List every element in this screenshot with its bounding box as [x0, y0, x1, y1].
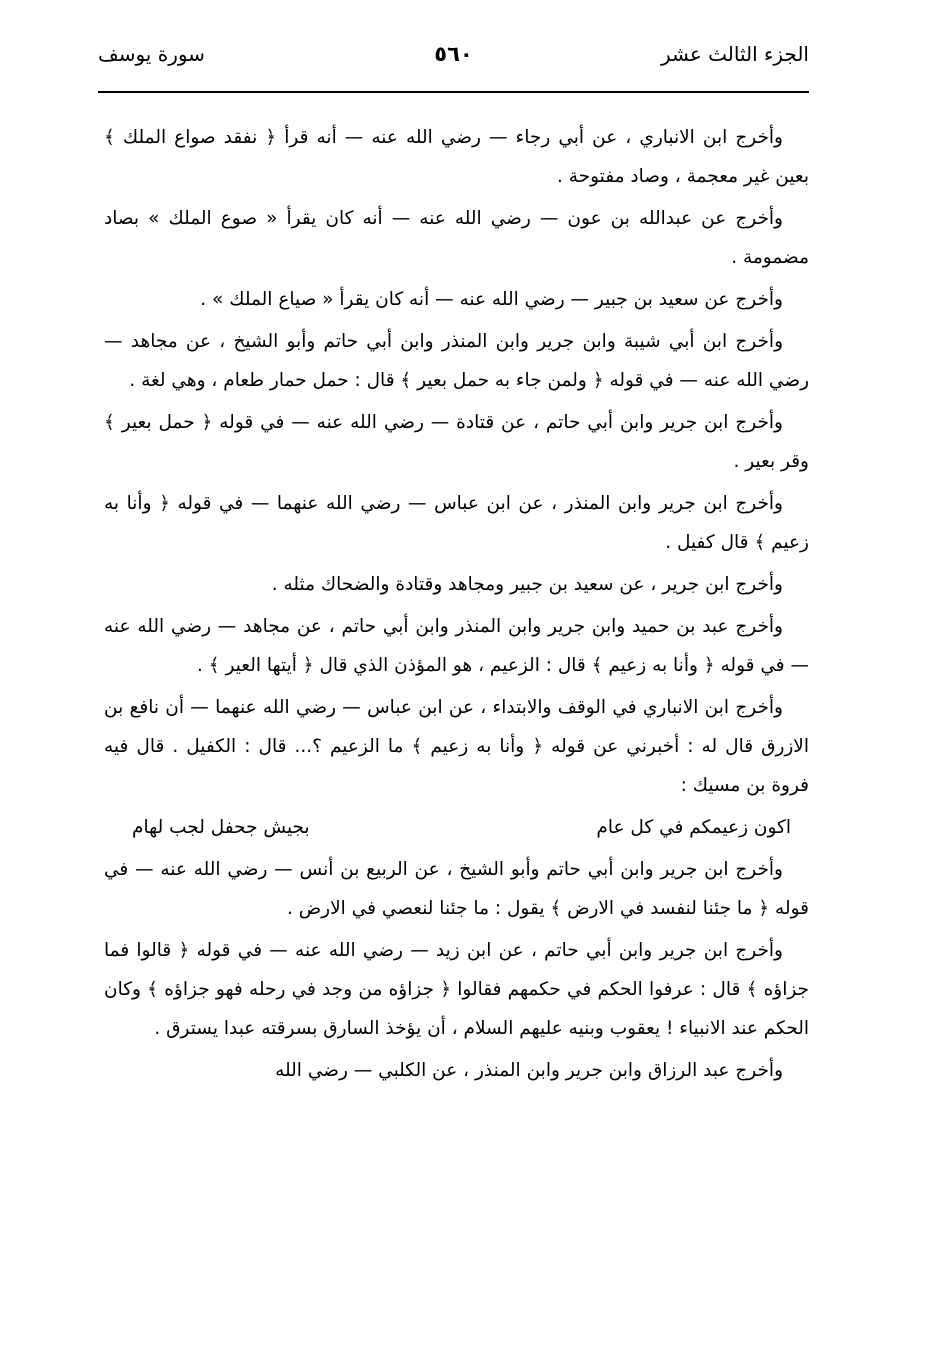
page-number: ٥٦٠	[434, 42, 473, 66]
paragraph: وأخرج عن عبدالله بن عون — رضي الله عنه — أنه كان يقرأ « صوع الملك » بصاد مضمومة .	[104, 208, 809, 268]
paragraph: وأخرج عبد بن حميد وابن جرير وابن المنذر وابن أبي حاتم ، عن مجاهد — رضي الله عنه — في قوله ﴿ وأنا به زعيم ﴾ قال : الزعيم ، هو المؤذن الذي قال ﴿ أيتها العير ﴾ .	[104, 616, 809, 676]
running-head-part: الجزء الثالث عشر	[660, 42, 809, 66]
paragraph: وأخرج ابن جرير وابن أبي حاتم ، عن ابن زيد — رضي الله عنه — في قوله ﴿ قالوا فما جزاؤه ﴾ قال : عرفوا الحكم في حكمهم فقالوا ﴿ جزاؤه من وجد في رحله فهو جزاؤه ﴾ وكان الحكم عند الانبياء ! يعقوب وبنيه عليهم السلام ، أن يؤخذ السارق بسرقته عبدا يسترق .	[104, 940, 809, 1039]
verse-second-hemistich: بجيش جحفل لجب لهام	[132, 817, 310, 838]
header-rule	[98, 91, 809, 93]
poetry-verse	[104, 808, 809, 847]
paragraph: وأخرج عن سعيد بن جبير — رضي الله عنه — أنه كان يقرأ « صياع الملك » .	[200, 289, 783, 310]
paragraph: وأخرج ابن أبي شيبة وابن جرير وابن المنذر وابن أبي حاتم وأبو الشيخ ، عن مجاهد — رضي الله عنه — في قوله ﴿ ولمن جاء به حمل بعير ﴾ قال : حمل حمار طعام ، وهي لغة .	[104, 331, 809, 391]
paragraph: وأخرج ابن جرير وابن أبي حاتم وأبو الشيخ ، عن الربيع بن أنس — رضي الله عنه — في قوله ﴿ ما جئنا لنفسد في الارض ﴾ يقول : ما جئنا لنعصي في الارض .	[104, 859, 809, 919]
paragraph: وأخرج ابن الانباري في الوقف والابتداء ، عن ابن عباس — رضي الله عنهما — أن نافع بن الازرق قال له : أخبرني عن قوله ﴿ وأنا به زعيم ﴾ ما الزعيم ؟... قال : الكفيل . قال فيه فروة بن مسيك :	[104, 697, 809, 796]
paragraph: وأخرج ابن الانباري ، عن أبي رجاء — رضي الله عنه — أنه قرأ ﴿ نفقد صواع الملك ﴾ بعين غير معجمة ، وصاد مفتوحة .	[104, 127, 809, 187]
paragraph: وأخرج عبد الرزاق وابن جرير وابن المنذر ، عن الكلبي — رضي الله	[275, 1060, 783, 1081]
paragraph: وأخرج ابن جرير ، عن سعيد بن جبير ومجاهد وقتادة والضحاك مثله .	[271, 574, 783, 595]
page-header	[98, 38, 809, 78]
running-head-surah: سورة يوسف	[98, 42, 205, 66]
verse-first-hemistich: اكون زعيمكم في كل عام	[596, 817, 791, 838]
paragraph: وأخرج ابن جرير وابن أبي حاتم ، عن قتادة — رضي الله عنه — في قوله ﴿ حمل بعير ﴾ وقر بعير .	[104, 412, 809, 472]
paragraph: وأخرج ابن جرير وابن المنذر ، عن ابن عباس — رضي الله عنهما — في قوله ﴿ وأنا به زعيم ﴾ قال كفيل .	[104, 493, 809, 553]
page-body	[104, 118, 809, 1093]
